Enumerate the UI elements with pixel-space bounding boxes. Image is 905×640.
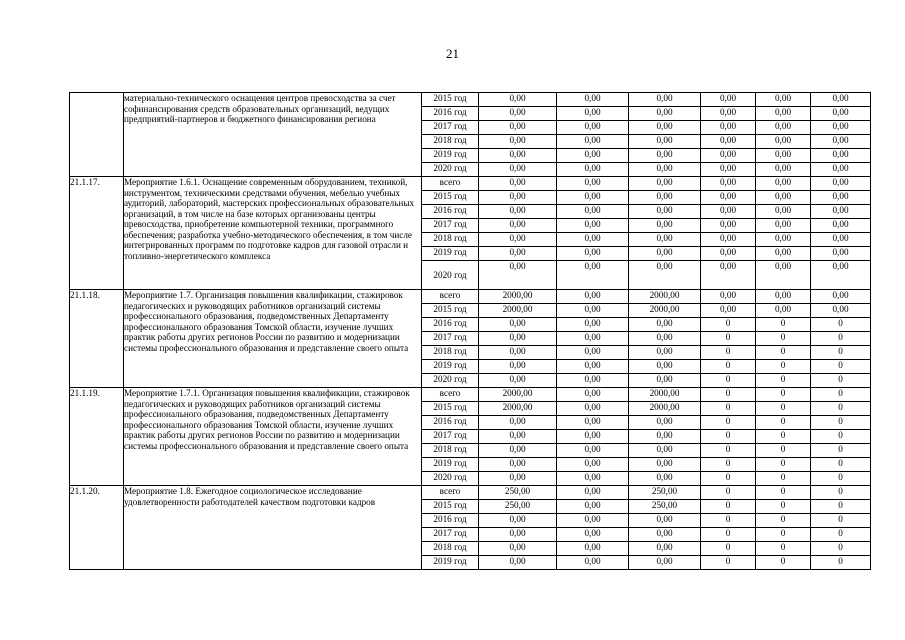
value-cell: 0,00 (811, 191, 871, 205)
value-cell: 0 (811, 318, 871, 332)
value-cell: 0,00 (557, 318, 629, 332)
table-row (70, 290, 871, 304)
period-cell: 2017 год (422, 528, 479, 542)
value-cell: 0,00 (629, 444, 701, 458)
value-cell: 0 (701, 374, 756, 388)
value-cell: 0,00 (479, 346, 557, 360)
value-cell: 0,00 (557, 346, 629, 360)
period-cell: 2017 год (422, 121, 479, 135)
value-cell: 0 (756, 528, 811, 542)
value-cell: 0 (811, 444, 871, 458)
value-cell: 0,00 (479, 472, 557, 486)
value-cell: 0 (701, 500, 756, 514)
value-cell: 250,00 (629, 486, 701, 500)
period-cell: 2020 год (422, 374, 479, 388)
value-cell: 0,00 (557, 444, 629, 458)
value-cell: 250,00 (479, 486, 557, 500)
value-cell: 0 (756, 346, 811, 360)
value-cell: 0,00 (557, 247, 629, 261)
value-cell: 0,00 (701, 247, 756, 261)
value-cell: 0,00 (629, 149, 701, 163)
value-cell: 0,00 (557, 360, 629, 374)
item-description: Мероприятие 1.8. Ежегодное социологическое исследование удовлетворенности работодателей качеством подготовки кадров (124, 486, 422, 570)
value-cell: 0,00 (756, 149, 811, 163)
value-cell: 0 (701, 402, 756, 416)
value-cell: 0,00 (629, 219, 701, 233)
value-cell: 0,00 (479, 556, 557, 570)
value-cell: 0,00 (479, 163, 557, 177)
value-cell: 0 (701, 486, 756, 500)
value-cell: 0,00 (629, 93, 701, 107)
value-cell: 0 (756, 556, 811, 570)
value-cell: 0,00 (479, 191, 557, 205)
item-number: 21.1.18. (70, 290, 124, 388)
value-cell: 250,00 (629, 500, 701, 514)
value-cell: 0,00 (479, 458, 557, 472)
table-row (70, 93, 871, 107)
value-cell: 0 (701, 388, 756, 402)
value-cell: 0 (756, 444, 811, 458)
value-cell: 0,00 (701, 304, 756, 318)
value-cell: 0,00 (701, 163, 756, 177)
item-number (70, 93, 124, 177)
value-cell: 0 (811, 514, 871, 528)
item-number: 21.1.19. (70, 388, 124, 486)
value-cell: 2000,00 (479, 402, 557, 416)
value-cell: 0,00 (756, 177, 811, 191)
item-description: Мероприятие 1.6.1. Оснащение современным оборудованием, техникой, инструментом, техническими средствами обучения, мебелью учебных аудиторий, лабораторий, мастерских профессиональных образовательных организаций, в том числе на базе которых организованы центры превосходства, приобретение компьютерной техники, программного обеспечения; разработка учебно-методического обеспечения, в том числе интегрированных программ по подготовке кадров для газовой отрасли и топливно-энергетического комплекса (124, 177, 422, 290)
value-cell: 0 (701, 444, 756, 458)
value-cell: 0,00 (479, 177, 557, 191)
value-cell: 0,00 (479, 444, 557, 458)
value-cell: 0,00 (479, 107, 557, 121)
value-cell: 0,00 (557, 205, 629, 219)
value-cell: 0,00 (479, 360, 557, 374)
period-cell: 2016 год (422, 514, 479, 528)
table-row (70, 177, 871, 191)
value-cell: 0,00 (557, 177, 629, 191)
value-cell: 0,00 (479, 247, 557, 261)
value-cell: 0,00 (811, 177, 871, 191)
value-cell: 0 (811, 402, 871, 416)
value-cell: 0 (756, 332, 811, 346)
value-cell: 0,00 (557, 135, 629, 149)
value-cell: 0,00 (811, 304, 871, 318)
period-cell: 2017 год (422, 430, 479, 444)
value-cell: 0,00 (479, 416, 557, 430)
period-cell: всего (422, 177, 479, 191)
value-cell: 0,00 (557, 514, 629, 528)
value-cell: 0,00 (811, 121, 871, 135)
value-cell: 0,00 (629, 233, 701, 247)
value-cell: 0,00 (557, 261, 629, 290)
table-body (70, 93, 871, 570)
period-cell: 2019 год (422, 247, 479, 261)
value-cell: 0,00 (557, 500, 629, 514)
value-cell: 0,00 (811, 163, 871, 177)
value-cell: 2000,00 (479, 304, 557, 318)
value-cell: 0 (701, 528, 756, 542)
period-cell: 2015 год (422, 304, 479, 318)
value-cell: 0,00 (756, 191, 811, 205)
value-cell: 0,00 (629, 472, 701, 486)
period-cell: 2015 год (422, 402, 479, 416)
value-cell: 0,00 (479, 430, 557, 444)
value-cell: 0 (811, 528, 871, 542)
value-cell: 0,00 (557, 93, 629, 107)
period-cell: 2018 год (422, 444, 479, 458)
value-cell: 0,00 (557, 191, 629, 205)
item-description: Мероприятие 1.7. Организация повышения квалификации, стажировок педагогических и руководящих работников организаций системы профессионального образования, подведомственных Департаменту профессионального образования Томской области, изучение лучших практик работы других регионов России по развитию и модернизации системы профессионального образования и представление своего опыта (124, 290, 422, 388)
value-cell: 0,00 (756, 163, 811, 177)
period-cell: 2018 год (422, 135, 479, 149)
value-cell: 0,00 (479, 121, 557, 135)
value-cell: 0 (811, 374, 871, 388)
value-cell: 0,00 (557, 290, 629, 304)
period-cell: 2019 год (422, 458, 479, 472)
value-cell: 0 (811, 360, 871, 374)
value-cell: 0,00 (557, 472, 629, 486)
value-cell: 0,00 (557, 556, 629, 570)
value-cell: 2000,00 (629, 304, 701, 318)
value-cell: 0,00 (701, 261, 756, 290)
value-cell: 0 (756, 374, 811, 388)
value-cell: 0 (701, 360, 756, 374)
period-cell: 2020 год (422, 163, 479, 177)
value-cell: 0 (701, 472, 756, 486)
budget-table (69, 92, 871, 570)
value-cell: 0,00 (701, 149, 756, 163)
value-cell: 0,00 (479, 219, 557, 233)
value-cell: 0,00 (629, 514, 701, 528)
value-cell: 0,00 (629, 261, 701, 290)
value-cell: 0 (701, 332, 756, 346)
value-cell: 0,00 (629, 318, 701, 332)
item-description: материально-технического оснащения центров превосходства за счет софинансирования средств образовательных организаций, ведущих предприятий-партнеров и бюджетного финансирования региона (124, 93, 422, 177)
value-cell: 0,00 (756, 107, 811, 121)
value-cell: 0,00 (756, 233, 811, 247)
period-cell: 2016 год (422, 416, 479, 430)
value-cell: 0 (811, 416, 871, 430)
item-description: Мероприятие 1.7.1. Организация повышения квалификации, стажировок педагогических и руководящих работников организаций системы профессионального образования, подведомственных Департаменту профессионального образования Томской области, изучение лучших практик работы других регионов России по развитию и модернизации системы профессионального образования и представление своего опыта (124, 388, 422, 486)
value-cell: 250,00 (479, 500, 557, 514)
value-cell: 0 (701, 556, 756, 570)
value-cell: 0 (756, 430, 811, 444)
period-cell: 2017 год (422, 219, 479, 233)
period-cell: всего (422, 486, 479, 500)
value-cell: 0,00 (629, 416, 701, 430)
value-cell: 0,00 (811, 107, 871, 121)
value-cell: 0 (756, 360, 811, 374)
value-cell: 0,00 (629, 542, 701, 556)
value-cell: 0,00 (811, 149, 871, 163)
value-cell: 0,00 (811, 261, 871, 290)
value-cell: 2000,00 (629, 290, 701, 304)
value-cell: 0,00 (479, 93, 557, 107)
value-cell: 0,00 (557, 402, 629, 416)
period-cell: 2016 год (422, 205, 479, 219)
value-cell: 0 (756, 486, 811, 500)
period-cell: 2019 год (422, 556, 479, 570)
value-cell: 0,00 (557, 107, 629, 121)
value-cell: 0 (756, 472, 811, 486)
value-cell: 0,00 (756, 205, 811, 219)
value-cell: 0,00 (629, 191, 701, 205)
value-cell: 0 (701, 458, 756, 472)
value-cell: 0,00 (701, 93, 756, 107)
value-cell: 0,00 (629, 121, 701, 135)
period-cell: 2016 год (422, 107, 479, 121)
value-cell: 0,00 (629, 458, 701, 472)
value-cell: 0,00 (629, 163, 701, 177)
value-cell: 0 (811, 388, 871, 402)
value-cell: 0,00 (701, 135, 756, 149)
value-cell: 0,00 (701, 191, 756, 205)
value-cell: 0 (701, 430, 756, 444)
value-cell: 0,00 (756, 93, 811, 107)
value-cell: 0 (756, 402, 811, 416)
value-cell: 0,00 (629, 556, 701, 570)
period-cell: 2015 год (422, 93, 479, 107)
value-cell: 0,00 (811, 219, 871, 233)
value-cell: 0,00 (557, 332, 629, 346)
value-cell: 0,00 (701, 233, 756, 247)
period-cell: всего (422, 290, 479, 304)
value-cell: 0,00 (557, 542, 629, 556)
value-cell: 0,00 (479, 233, 557, 247)
value-cell: 0,00 (557, 121, 629, 135)
value-cell: 0,00 (629, 528, 701, 542)
value-cell: 0,00 (701, 107, 756, 121)
value-cell: 0,00 (629, 177, 701, 191)
value-cell: 0,00 (629, 332, 701, 346)
value-cell: 0,00 (479, 528, 557, 542)
value-cell: 0 (756, 458, 811, 472)
value-cell: 0 (811, 486, 871, 500)
value-cell: 0 (701, 514, 756, 528)
value-cell: 0,00 (629, 360, 701, 374)
page-number: 21 (446, 46, 459, 61)
value-cell: 0 (811, 472, 871, 486)
value-cell: 0,00 (479, 374, 557, 388)
value-cell: 0,00 (756, 219, 811, 233)
value-cell: 0,00 (629, 247, 701, 261)
value-cell: 2000,00 (629, 402, 701, 416)
value-cell: 0 (756, 514, 811, 528)
value-cell: 0,00 (479, 205, 557, 219)
value-cell: 0 (756, 500, 811, 514)
item-number: 21.1.17. (70, 177, 124, 290)
value-cell: 0,00 (479, 149, 557, 163)
value-cell: 0,00 (479, 318, 557, 332)
period-cell: 2015 год (422, 191, 479, 205)
period-cell: 2018 год (422, 233, 479, 247)
value-cell: 0,00 (557, 374, 629, 388)
value-cell: 0,00 (479, 542, 557, 556)
value-cell: 0,00 (629, 205, 701, 219)
value-cell: 0 (756, 388, 811, 402)
value-cell: 0 (756, 542, 811, 556)
value-cell: 0 (811, 430, 871, 444)
value-cell: 0,00 (756, 304, 811, 318)
value-cell: 2000,00 (479, 388, 557, 402)
table-row (70, 486, 871, 500)
value-cell: 2000,00 (629, 388, 701, 402)
value-cell: 0,00 (811, 135, 871, 149)
value-cell: 0,00 (557, 304, 629, 318)
value-cell: 0,00 (701, 177, 756, 191)
period-cell: 2018 год (422, 346, 479, 360)
period-cell: 2020 год (422, 472, 479, 486)
value-cell: 0,00 (557, 388, 629, 402)
value-cell: 0 (811, 332, 871, 346)
value-cell: 0,00 (811, 247, 871, 261)
period-cell: всего (422, 388, 479, 402)
value-cell: 0,00 (557, 233, 629, 247)
value-cell: 0,00 (629, 135, 701, 149)
value-cell: 0,00 (701, 290, 756, 304)
value-cell: 0,00 (756, 247, 811, 261)
value-cell: 0,00 (479, 135, 557, 149)
value-cell: 0,00 (701, 205, 756, 219)
table-row (70, 388, 871, 402)
value-cell: 0,00 (557, 219, 629, 233)
value-cell: 0 (811, 346, 871, 360)
period-cell: 2016 год (422, 318, 479, 332)
value-cell: 0 (701, 416, 756, 430)
value-cell: 0,00 (557, 486, 629, 500)
value-cell: 0 (811, 542, 871, 556)
value-cell: 0 (701, 346, 756, 360)
value-cell: 0 (811, 500, 871, 514)
period-cell: 2019 год (422, 149, 479, 163)
value-cell: 0,00 (557, 528, 629, 542)
value-cell: 0,00 (629, 374, 701, 388)
period-cell: 2017 год (422, 332, 479, 346)
value-cell: 0,00 (629, 107, 701, 121)
value-cell: 0,00 (479, 261, 557, 290)
value-cell: 0 (701, 318, 756, 332)
period-cell: 2015 год (422, 500, 479, 514)
value-cell: 0 (811, 458, 871, 472)
value-cell: 0,00 (756, 290, 811, 304)
value-cell: 0,00 (811, 233, 871, 247)
value-cell: 0 (756, 416, 811, 430)
value-cell: 0 (701, 542, 756, 556)
value-cell: 0,00 (629, 346, 701, 360)
value-cell: 0,00 (811, 290, 871, 304)
value-cell: 0,00 (479, 514, 557, 528)
value-cell: 0,00 (701, 121, 756, 135)
value-cell: 0,00 (557, 416, 629, 430)
value-cell: 0,00 (629, 430, 701, 444)
value-cell: 0,00 (557, 163, 629, 177)
value-cell: 0,00 (756, 261, 811, 290)
value-cell: 0,00 (756, 121, 811, 135)
value-cell: 0,00 (479, 332, 557, 346)
period-cell: 2018 год (422, 542, 479, 556)
value-cell: 0,00 (811, 205, 871, 219)
value-cell: 0,00 (701, 219, 756, 233)
value-cell: 0 (756, 318, 811, 332)
value-cell: 2000,00 (479, 290, 557, 304)
value-cell: 0,00 (557, 458, 629, 472)
value-cell: 0,00 (756, 135, 811, 149)
item-number: 21.1.20. (70, 486, 124, 570)
period-cell: 2019 год (422, 360, 479, 374)
value-cell: 0,00 (557, 149, 629, 163)
period-cell: 2020 год (422, 261, 479, 290)
value-cell: 0,00 (557, 430, 629, 444)
value-cell: 0 (811, 556, 871, 570)
value-cell: 0,00 (811, 93, 871, 107)
